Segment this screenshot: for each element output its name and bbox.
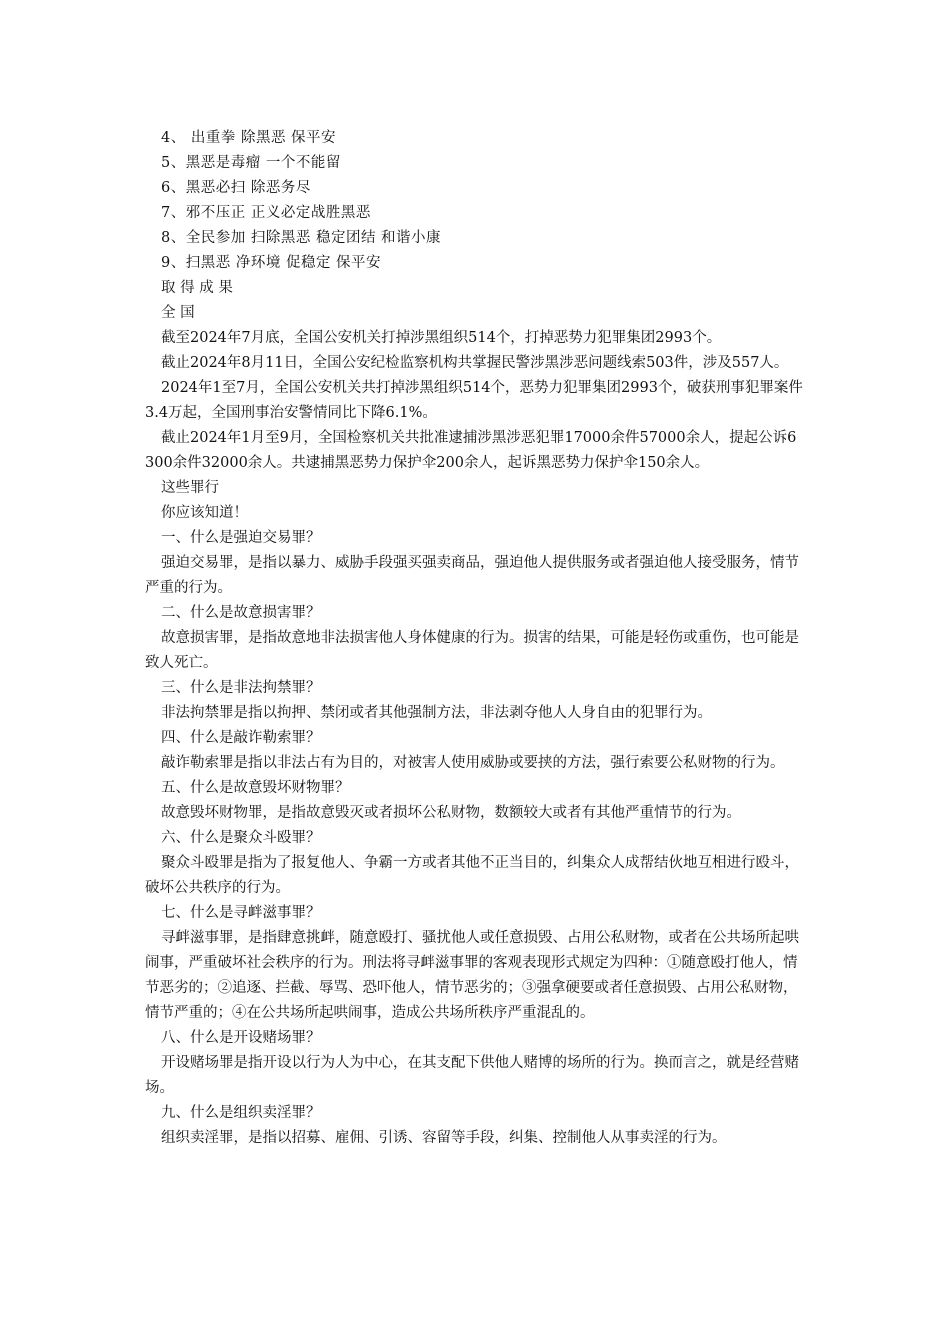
crime-answer: 强迫交易罪，是指以暴力、威胁手段强买强卖商品，强迫他人提供服务或者强迫他人接受服务，情节严重的行为。 — [145, 555, 799, 596]
slogan-4: 4、 出重拳 除黑恶 保平安 — [161, 130, 337, 146]
crime-question: 九、什么是组织卖淫罪？ — [161, 1105, 321, 1121]
crime-question: 一、什么是强迫交易罪？ — [161, 530, 321, 546]
crime-question: 五、什么是故意毁坏财物罪？ — [161, 780, 350, 796]
crimes-heading: 这些罪行 — [161, 480, 219, 496]
crime-question: 二、什么是故意损害罪？ — [161, 605, 321, 621]
crime-question: 七、什么是寻衅滋事罪？ — [161, 905, 321, 921]
crime-answer: 聚众斗殴罪是指为了报复他人、争霸一方或者其他不正当目的，纠集众人成帮结伙地互相进行殴斗，破坏公共秩序的行为。 — [145, 855, 799, 896]
crime-question: 六、什么是聚众斗殴罪？ — [161, 830, 321, 846]
crime-answer: 非法拘禁罪是指以拘押、禁闭或者其他强制方法，非法剥夺他人人身自由的犯罪行为。 — [161, 705, 712, 721]
crime-answer: 寻衅滋事罪，是指肆意挑衅，随意殴打、骚扰他人或任意损毁、占用公私财物，或者在公共场所起哄闹事，严重破坏社会秩序的行为。刑法将寻衅滋事罪的客观表现形式规定为四种：①随意殴打他人，情节恶劣的；②追逐、拦截、辱骂、恐吓他人，情节恶劣的；③强拿硬要或者任意损毁、占用公私财物，情节严重的；④在公共场所起哄闹事，造成公共场所秩序严重混乱的。 — [145, 930, 799, 1021]
crime-answer: 故意损害罪，是指故意地非法损害他人身体健康的行为。损害的结果，可能是轻伤或重伤，也可能是致人死亡。 — [145, 630, 799, 671]
results-paragraph: 截止2024年8月11日，全国公安纪检监察机构共掌握民警涉黑涉恶问题线索503件，涉及557人。 — [161, 355, 789, 371]
crime-question: 三、什么是非法拘禁罪？ — [161, 680, 321, 696]
results-paragraph: 2024年1至7月，全国公安机关共打掉涉黑组织514个，恶势力犯罪集团2993个，破获刑事犯罪案件3.4万起，全国刑事治安警情同比下降6.1%。 — [145, 380, 803, 421]
results-subheading: 全 国 — [161, 305, 195, 321]
results-heading: 取 得 成 果 — [161, 280, 233, 296]
slogan-8: 8、全民参加 扫除黑恶 稳定团结 和谐小康 — [161, 230, 442, 246]
document-page — [145, 126, 805, 1151]
crime-answer: 故意毁坏财物罪，是指故意毁灭或者损坏公私财物，数额较大或者有其他严重情节的行为。 — [161, 805, 741, 821]
crime-answer: 组织卖淫罪，是指以招募、雇佣、引诱、容留等手段，纠集、控制他人从事卖淫的行为。 — [161, 1130, 727, 1146]
results-paragraph: 截止2024年1月至9月，全国检察机关共批准逮捕涉黑涉恶犯罪17000余件57000余人，提起公诉6300余件32000余人。共逮捕黑恶势力保护伞200余人，起诉黑恶势力保护伞150余人。 — [145, 430, 797, 471]
slogan-9: 9、扫黑恶 净环境 促稳定 保平安 — [161, 255, 382, 271]
slogan-6: 6、黑恶必扫 除恶务尽 — [161, 180, 311, 196]
slogan-7: 7、邪不压正 正义必定战胜黑恶 — [161, 205, 371, 221]
crime-answer: 开设赌场罪是指开设以行为人为中心，在其支配下供他人赌博的场所的行为。换而言之，就是经营赌场。 — [145, 1055, 799, 1096]
results-paragraph: 截至2024年7月底，全国公安机关打掉涉黑组织514个，打掉恶势力犯罪集团2993个。 — [161, 330, 722, 346]
crimes-subheading: 你应该知道！ — [161, 505, 248, 521]
crime-question: 四、什么是敲诈勒索罪？ — [161, 730, 321, 746]
crime-answer: 敲诈勒索罪是指以非法占有为目的，对被害人使用威胁或要挟的方法，强行索要公私财物的行为。 — [161, 755, 785, 771]
crime-question: 八、什么是开设赌场罪？ — [161, 1030, 321, 1046]
slogan-5: 5、黑恶是毒瘤 一个不能留 — [161, 155, 341, 171]
